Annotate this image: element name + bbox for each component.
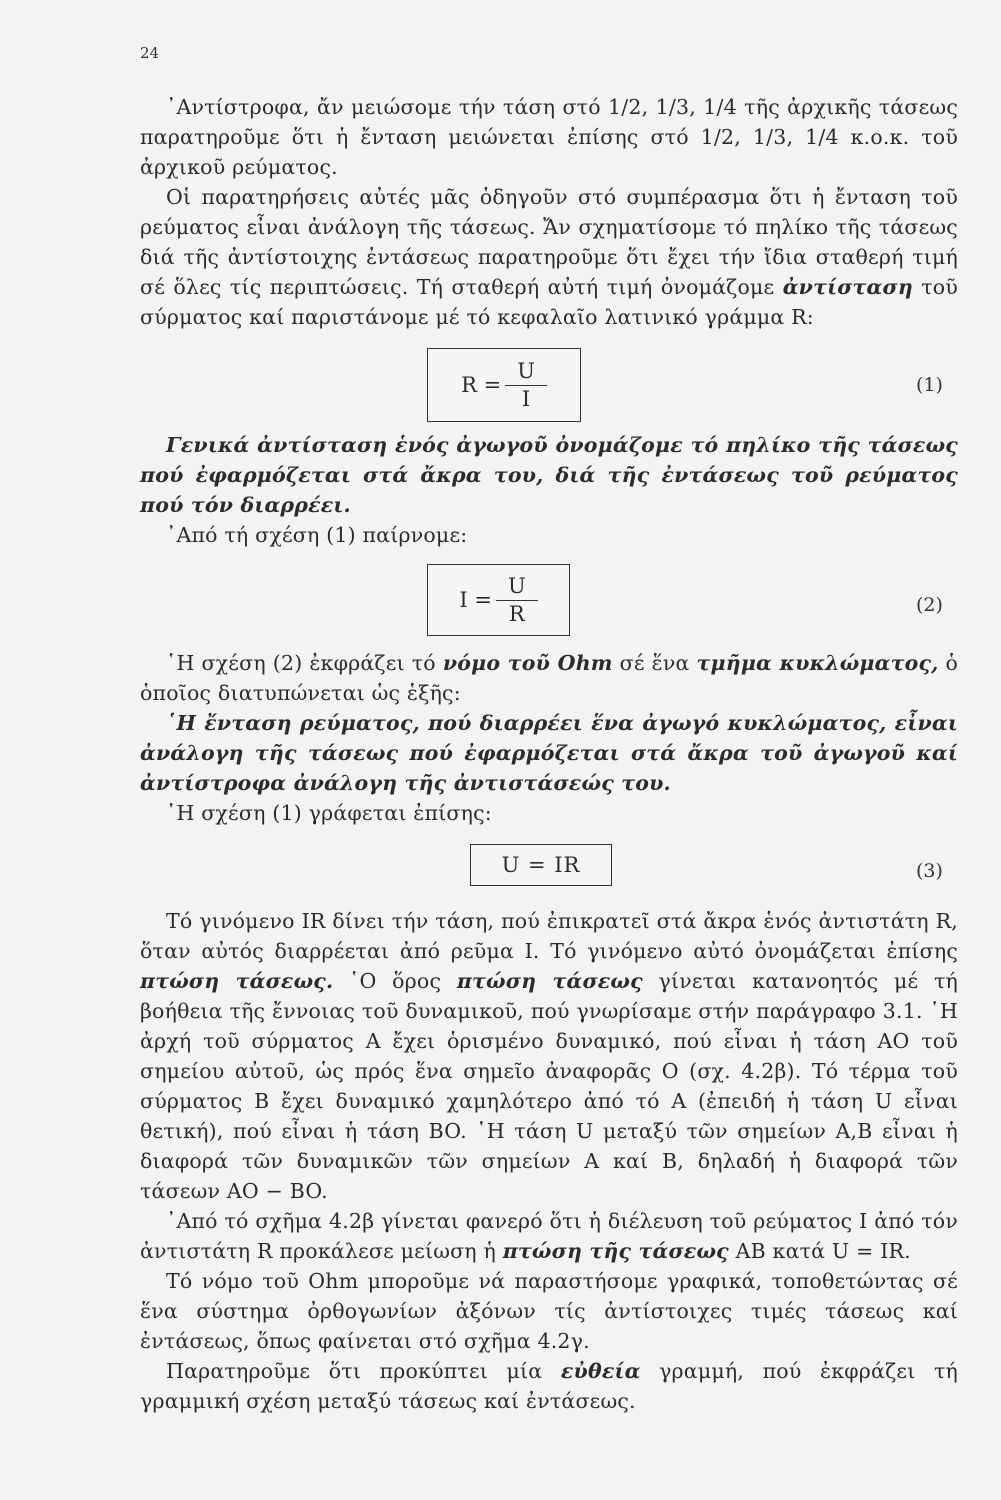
paragraph-7-text-a: ᾿Από τό σχῆμα 4.2β γίνεται φανερό ὅτι ἡ διέλευση τοῦ ρεύματος I ἀπό τόν ἀντιστάτη R προκάλεσε μείωση ἡ [140,1209,958,1263]
paragraph-2-text-a: Οἱ παρατηρήσεις αὐτές μᾶς ὁδηγοῦν στό συμπέρασμα ὅτι ἡ ἔνταση τοῦ ρεύματος εἶναι ἀνάλογη τῆς τάσεως. Ἄν σχηματίσομε τό πηλίκο τῆς τάσεως διά τῆς ἀντίστοιχης ἐντάσεως παρατηροῦμε ὅτι ἔχει τήν ἴδια σταθερή τιμή σέ ὅλες τίς περιπτώσεις. Τή σταθερή αὐτή τιμή ὀνομάζομε [140,185,958,299]
equation-1-number: (1) [916,374,943,396]
equation-3: U = IR [501,853,581,877]
equation-2-numerator: U [496,573,538,601]
paragraph-6-text-a: Τό γινόμενο IR δίνει τήν τάση, πού ἐπικρατεῖ στά ἄκρα ἑνός ἀντιστάτη R, ὅταν αὐτός διαρρέεται ἀπό ρεῦμα I. Τό γινόμενο αὐτό ὀνομάζεται ἐπίσης [140,909,959,963]
term-resistance: ἀντίσταση [782,275,913,299]
equation-2-row [140,556,958,642]
definition-resistance: Γενικά ἀντίσταση ἑνός ἀγωγοῦ ὀνομάζομε τό πηλίκο τῆς τάσεως πού ἐφαρμόζεται στά ἄκρα του, διά τῆς ἐντάσεως τοῦ ρεύματος πού τόν διαρρέει. [140,433,958,517]
equation-1-numerator: U [505,358,547,386]
equation-2-denominator: R [508,601,525,626]
term-voltage-drop-1: πτώση τάσεως. [140,969,334,993]
paragraph-2-text-c: τοῦ σύρματος καί παριστάνομε μέ τό κεφαλαῖο λατινικό γράμμα R: [140,275,958,329]
equation-2-box [427,564,570,636]
paragraph-3: ᾿Από τή σχέση (1) παίρνομε: [166,523,468,547]
equation-1-row [140,338,958,424]
page-body [140,92,958,1416]
equation-1-fraction [505,358,547,413]
term-straight: εὐθεία [560,1359,641,1383]
equation-2-number: (2) [916,594,943,616]
term-voltage-drop-3: πτώση τῆς τάσεως [502,1239,729,1263]
paragraph-6 [140,906,958,1206]
term-voltage-drop-2: πτώση τάσεως [456,969,643,993]
paragraph-9 [140,1356,958,1416]
paragraph-1: ᾿Αντίστροφα, ἄν μειώσομε τήν τάση στό 1/2, 1/3, 1/4 τῆς ἀρχικῆς τάσεως παρατηροῦμε ὅτι ἡ ἔνταση μειώνεται ἐπίσης στό 1/2, 1/3, 1/4 κ.ο.κ. τοῦ ἀρχικοῦ ρεύματος. [140,95,958,179]
paragraph-6-text-c: ῾Ο ὅρος [333,969,457,993]
paragraph-4 [140,648,958,708]
equation-2-fraction [496,573,538,628]
paragraph-2 [140,182,958,332]
equation-2 [459,573,537,628]
paragraph-7 [140,1206,958,1266]
paragraph-7-text-c: AB κατά U = IR. [728,1239,911,1263]
term-circuit-segment: τμῆμα κυκλώματος, [696,651,939,675]
equation-3-box [470,844,612,886]
equation-1-box [427,348,581,422]
definition-ohms-law: ῾Η ἔνταση ρεύματος, πού διαρρέει ἕνα ἀγωγό κυκλώματος, εἶναι ἀνάλογη τῆς τάσεως πού ἐφαρμόζεται στά ἄκρα τοῦ ἀγωγοῦ καί ἀντίστροφα ἀνάλογη τῆς ἀντιστάσεώς του. [140,711,958,795]
equation-2-lhs: I = [459,588,492,612]
equation-1 [461,358,547,413]
paragraph-5: ῾Η σχέση (1) γράφεται ἐπίσης: [166,801,492,825]
paragraph-4-text-c: σέ ἕνα [612,651,697,675]
equation-1-denominator: I [521,386,531,411]
paragraph-9-text-a: Παρατηροῦμε ὅτι προκύπτει μία [166,1359,561,1383]
page-number: 24 [140,44,160,62]
equation-3-number: (3) [916,860,943,882]
equation-3-row [140,834,958,900]
term-ohms-law: νόμο τοῦ Ohm [442,651,613,675]
paragraph-4-text-a: ῾Η σχέση (2) ἐκφράζει τό [166,651,443,675]
paragraph-9-text-c: γραμμή, πού ἐκφράζει τή γραμμική σχέση μεταξύ τάσεως καί ἐντάσεως. [140,1359,958,1413]
paragraph-6-text-e: γίνεται κατανοητός μέ τή βοήθεια τῆς ἔννοιας τοῦ δυναμικοῦ, πού γνωρίσαμε στήν παράγραφο 3.1. ῾Η ἀρχή τοῦ σύρματος A ἔχει ὁρισμένο δυναμικό, πού εἶναι ἡ τάση AO τοῦ σημείου αὐτοῦ, ὡς πρός ἕνα σημεῖο ἀναφορᾶς O (σχ. 4.2β). Τό τέρμα τοῦ σύρματος B ἔχει δυναμικό χαμηλότερο ἀπό τό A (ἐπειδή ἡ τάση U εἶναι θετική), πού εἶναι ἡ τάση BO. ῾Η τάση U μεταξύ τῶν σημείων A,B εἶναι ἡ διαφορά τῶν δυναμικῶν τῶν σημείων A καί B, δηλαδή ἡ διαφορά τῶν τάσεων AO − BO. [140,969,958,1203]
equation-1-lhs: R = [461,373,502,397]
paragraph-8: Τό νόμο τοῦ Ohm μποροῦμε νά παραστήσομε γραφικά, τοποθετώντας σέ ἕνα σύστημα ὀρθογωνίων ἀξόνων τίς ἀντίστοιχες τιμές τάσεως καί ἐντάσεως, ὅπως φαίνεται στό σχῆμα 4.2γ. [140,1269,958,1353]
paragraph-4-text-e: ὁ ὁποῖος διατυπώνεται ὡς ἑξῆς: [140,651,959,705]
